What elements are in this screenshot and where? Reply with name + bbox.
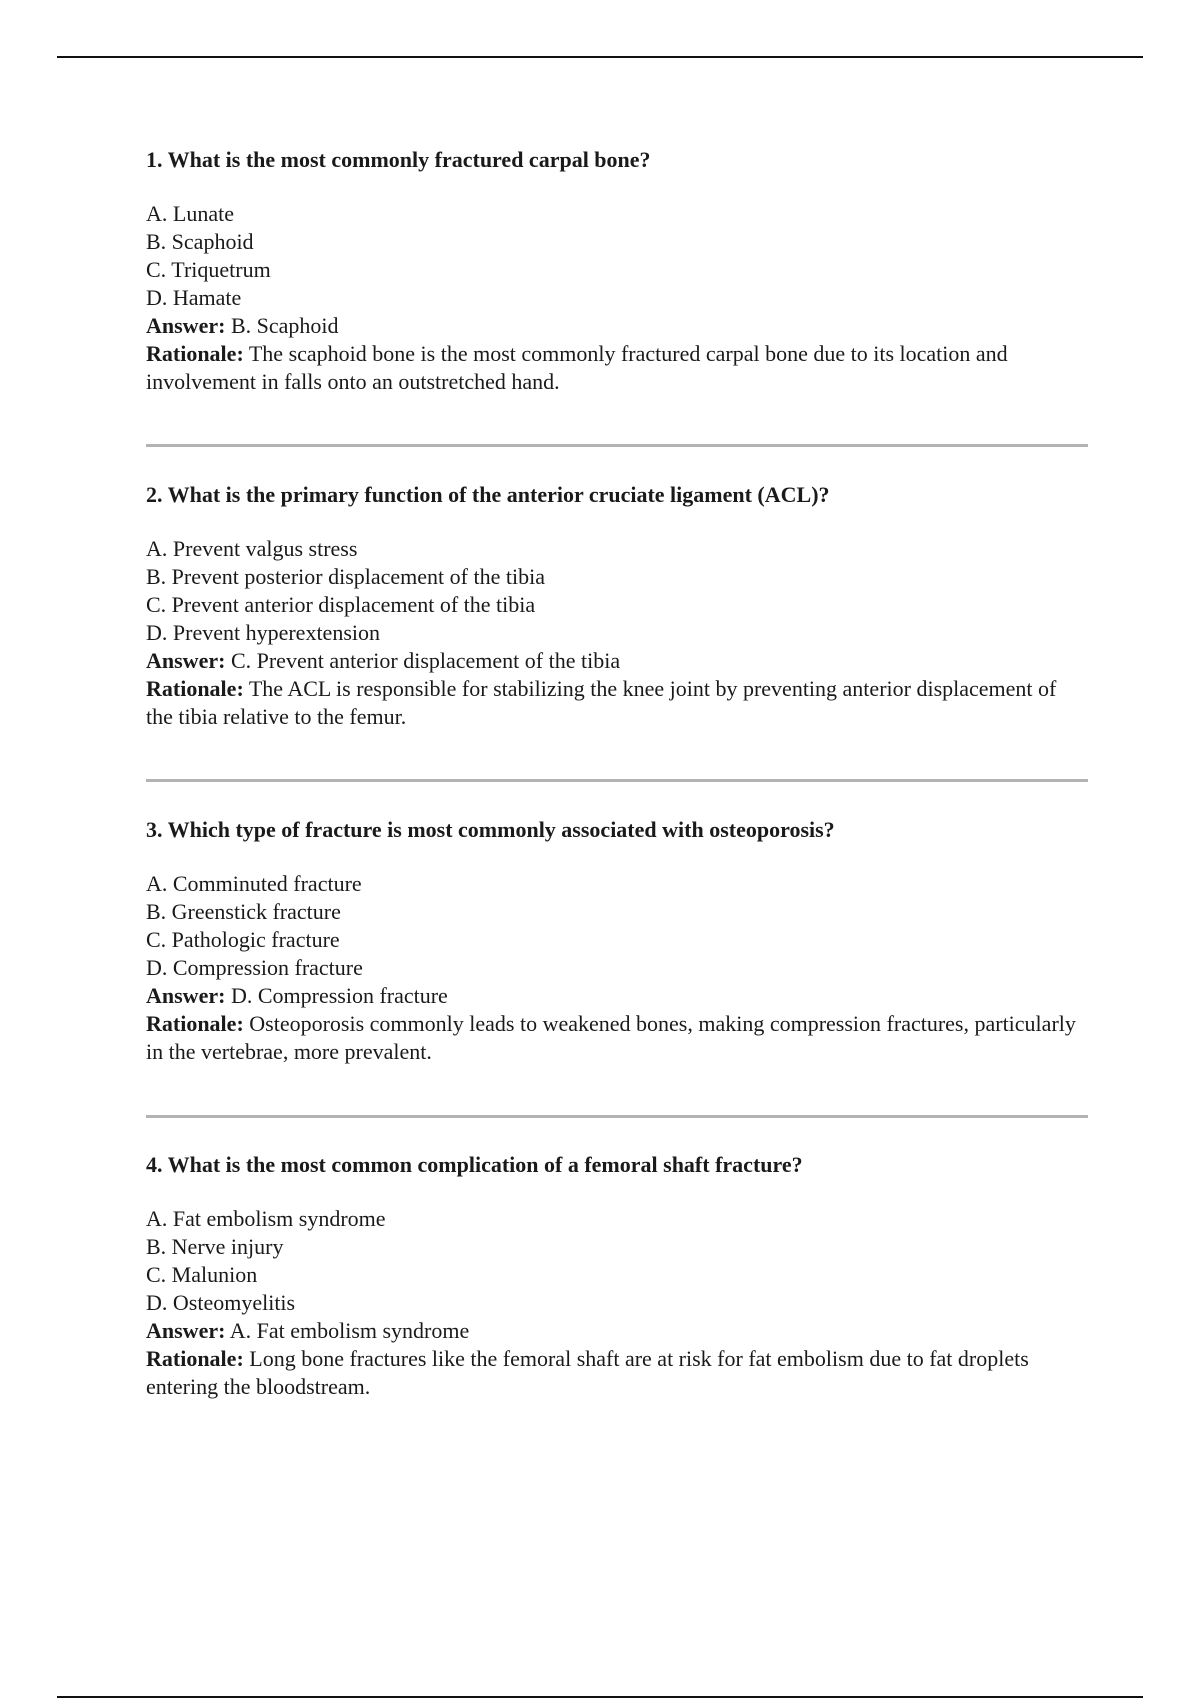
answer-line — [146, 647, 1086, 675]
rationale-text: Osteoporosis commonly leads to weakened bones, making compression fractures, particularly in the vertebrae, more prevalent. — [146, 1011, 1076, 1064]
question-block-1 — [146, 146, 1086, 396]
option-d: D. Compression fracture — [146, 955, 363, 980]
rationale-line — [146, 675, 1086, 731]
rationale-line — [146, 340, 1086, 396]
option-b: B. Nerve injury — [146, 1234, 284, 1259]
question-title: 4. What is the most common complication of a femoral shaft fracture? — [146, 1152, 803, 1177]
separator-2 — [146, 779, 1088, 782]
bottom-rule — [57, 1696, 1143, 1698]
option-d: D. Osteomyelitis — [146, 1290, 296, 1315]
option-b: B. Prevent posterior displacement of the tibia — [146, 564, 545, 589]
question-block-4 — [146, 1151, 1086, 1401]
question-title: 2. What is the primary function of the anterior cruciate ligament (ACL)? — [146, 482, 830, 507]
option-a: A. Lunate — [146, 201, 234, 226]
option-d: D. Prevent hyperextension — [146, 620, 380, 645]
answer-label: Answer: — [146, 983, 226, 1008]
rationale-label: Rationale: — [146, 1011, 244, 1036]
option-b: B. Scaphoid — [146, 229, 254, 254]
question-title: 1. What is the most commonly fractured carpal bone? — [146, 147, 651, 172]
answer-line — [146, 982, 1086, 1010]
separator-1 — [146, 444, 1088, 447]
separator-3 — [146, 1115, 1088, 1118]
option-c: C. Prevent anterior displacement of the tibia — [146, 592, 536, 617]
answer-label: Answer: — [146, 1318, 226, 1343]
question-block-2 — [146, 481, 1086, 731]
option-c: C. Malunion — [146, 1262, 258, 1287]
option-b: B. Greenstick fracture — [146, 899, 341, 924]
rationale-label: Rationale: — [146, 1346, 244, 1371]
option-d: D. Hamate — [146, 285, 242, 310]
answer-line — [146, 1317, 1086, 1345]
answer-line — [146, 312, 1086, 340]
rationale-text: The ACL is responsible for stabilizing the knee joint by preventing anterior displacement of the tibia relative to the femur. — [146, 676, 1057, 729]
option-a: A. Prevent valgus stress — [146, 536, 358, 561]
answer-text: D. Compression fracture — [225, 983, 448, 1008]
option-a: A. Fat embolism syndrome — [146, 1206, 386, 1231]
question-block-3 — [146, 816, 1086, 1066]
rationale-line — [146, 1345, 1086, 1401]
rationale-line — [146, 1010, 1086, 1066]
option-a: A. Comminuted fracture — [146, 871, 362, 896]
option-c: C. Pathologic fracture — [146, 927, 340, 952]
rationale-text: Long bone fractures like the femoral shaft are at risk for fat embolism due to fat droplets entering the bloodstream. — [146, 1346, 1029, 1399]
rationale-label: Rationale: — [146, 676, 244, 701]
answer-text: A. Fat embolism syndrome — [225, 1318, 470, 1343]
answer-text: C. Prevent anterior displacement of the tibia — [225, 648, 621, 673]
answer-text: B. Scaphoid — [225, 313, 339, 338]
top-rule — [57, 56, 1143, 58]
rationale-text: The scaphoid bone is the most commonly fractured carpal bone due to its location and involvement in falls onto an outstretched hand. — [146, 341, 1008, 394]
rationale-label: Rationale: — [146, 341, 244, 366]
answer-label: Answer: — [146, 313, 226, 338]
option-c: C. Triquetrum — [146, 257, 271, 282]
answer-label: Answer: — [146, 648, 226, 673]
question-title: 3. Which type of fracture is most commonly associated with osteoporosis? — [146, 817, 835, 842]
